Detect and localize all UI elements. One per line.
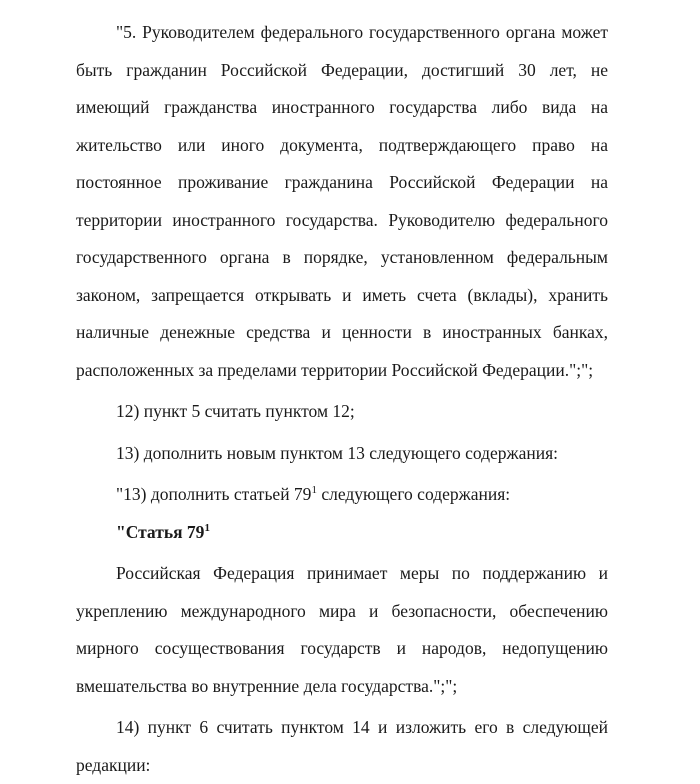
article-heading-superscript: 1 bbox=[204, 521, 210, 534]
paragraph-article-body: Российская Федерация принимает меры по поддержанию и укреплению международного мира и безопасности, обеспечению мирного сосуществования государств и народов, недопущению вмешательства во внутренние дела государства.";"; bbox=[76, 563, 608, 696]
paragraph-item-14: 14) пункт 6 считать пунктом 14 и изложить его в следующей редакции: bbox=[76, 717, 608, 775]
paragraph-item-12: 12) пункт 5 считать пунктом 12; bbox=[116, 401, 355, 421]
article-heading-text: "Статья 79 bbox=[116, 521, 205, 542]
add-article-text-end: следующего содержания: bbox=[316, 484, 511, 504]
paragraph-item-13: 13) дополнить новым пунктом 13 следующего содержания: bbox=[116, 442, 559, 463]
document-page bbox=[76, 0, 608, 784]
article-superscript: 1 bbox=[311, 484, 317, 496]
article-heading bbox=[76, 514, 608, 552]
paragraph-add-article bbox=[76, 476, 608, 514]
add-article-text: "13) дополнить статьей 79 bbox=[116, 484, 312, 504]
paragraph-point-5: "5. Руководителем федерального государственного органа может быть гражданин Российской Федерации, достигший 30 лет, не имеющий гражданства иностранного государства либо вида на жительство или иного документа, подтверждающего право на постоянное проживание гражданина Российской Федерации на территории иностранного государства. Руководителю федерального государственного органа в порядке, установленном федеральным законом, запрещается открывать и иметь счета (вклады), хранить наличные денежные средства и ценности в иностранных банках, расположенных за пределами территории Российской Федерации.";"; bbox=[76, 22, 608, 380]
